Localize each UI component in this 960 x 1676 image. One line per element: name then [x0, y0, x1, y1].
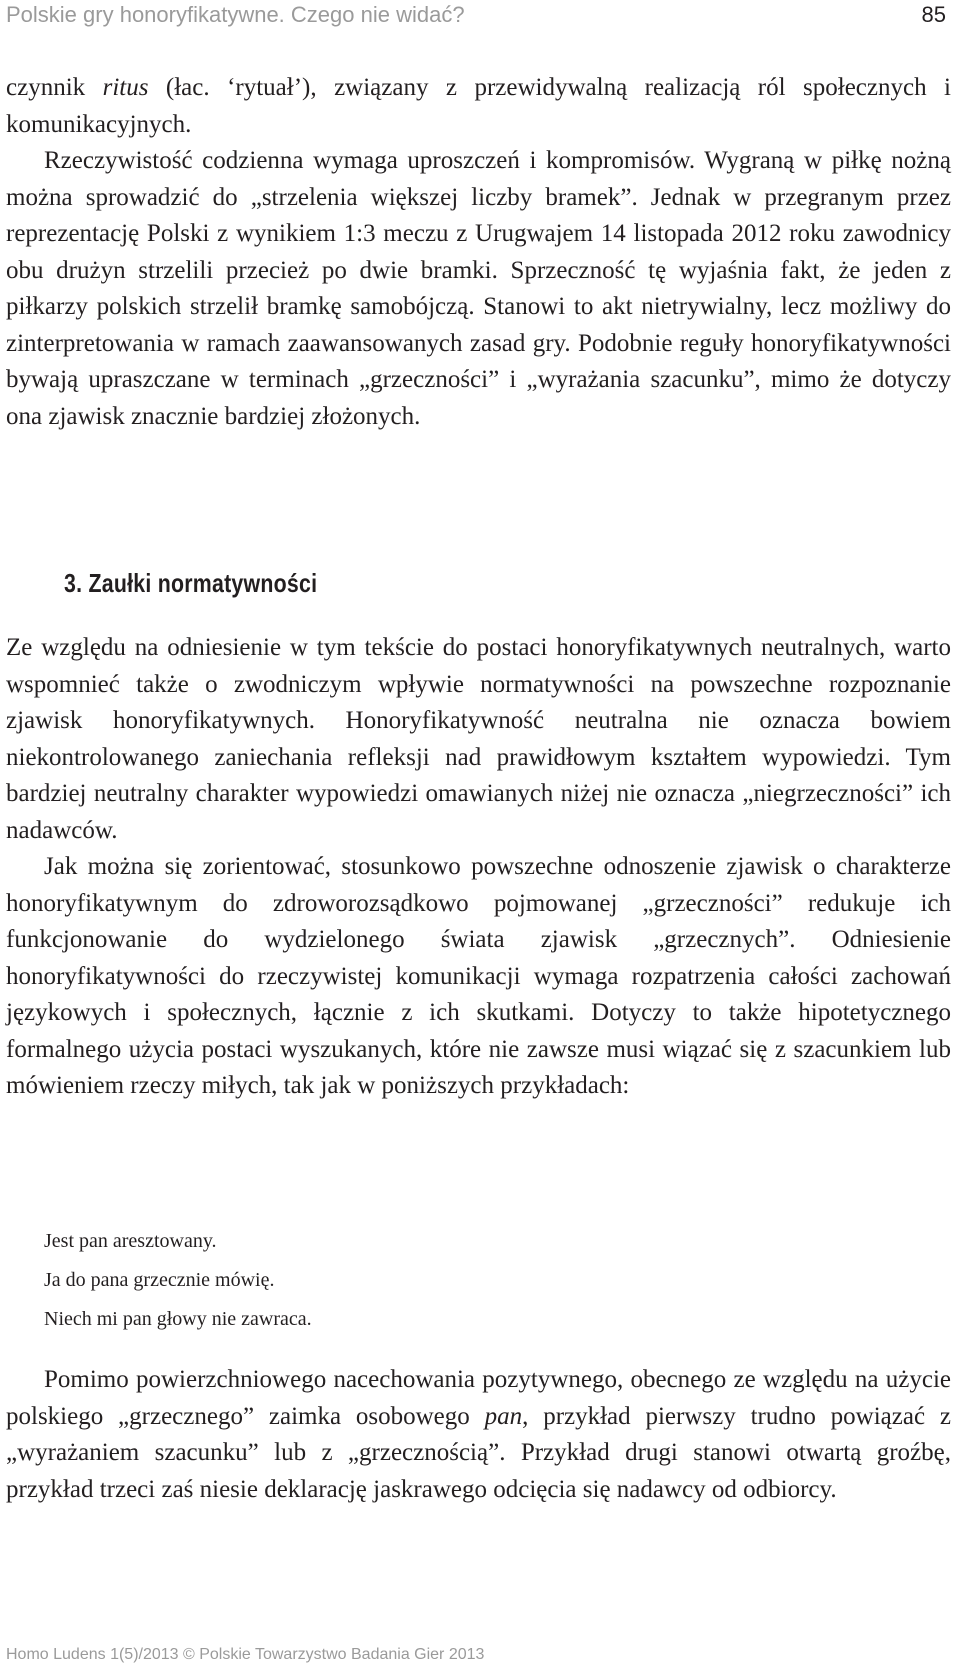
example-item: Ja do pana grzecznie mówię. — [44, 1269, 275, 1291]
text-block-section — [6, 630, 951, 1105]
paragraph — [6, 1362, 951, 1508]
text-run: czynnik — [6, 74, 103, 101]
example-list — [44, 1222, 312, 1339]
text-block-conclusion — [6, 1362, 951, 1508]
italic-term: ritus — [102, 74, 149, 101]
running-header — [6, 2, 946, 32]
page-number: 85 — [921, 2, 946, 27]
text-block-continuation — [6, 70, 951, 435]
running-title: Polskie gry honoryfikatywne. Czego nie widać? — [6, 2, 465, 27]
paragraph: Jak można się zorientować, stosunkowo powszechne odnoszenie zjawisk o charakterze honoryfikatywnym do zdroworozsądkowo pojmowanej „grzeczności” redukuje ich funkcjonowanie do wydzielonego świata zjawisk „grzecznych”. Odniesienie honoryfikatywności do rzeczywistej komunikacji wymaga rozpatrzenia całości zachowań językowych i społecznych, łącznie z ich skutkami. Dotyczy to także hipotetycznego formalnego użycia postaci wyszukanych, które nie zawsze musi wiązać się z szacunkiem lub mówieniem rzeczy miłych, tak jak w poniższych przykładach: — [6, 853, 951, 1099]
paragraph: Rzeczywistość codzienna wymaga uproszczeń i kompromisów. Wygraną w piłkę nożną można sprowadzić do „strzelenia większej liczby bramek”. Jednak w przegranym przez reprezentację Polski z wynikiem 1:3 meczu z Urugwajem 14 listopada 2012 roku zawodnicy obu drużyn strzelili przecież po dwie bramki. Sprzeczność tę wyjaśnia fakt, że jeden z piłkarzy polskich strzelił bramkę samobójczą. Stanowi to akt nietrywialny, lecz możliwy do zinterpretowania w ramach zaawansowanych zasad gry. Podobnie reguły honoryfikatywności bywają upraszczane w terminach „grzeczności” i „wyrażania szacunku”, mimo że dotyczy ona zjawisk znacznie bardziej złożonych. — [6, 147, 951, 430]
paragraph — [6, 70, 951, 143]
example-item: Jest pan aresztowany. — [44, 1230, 217, 1252]
text-run: Pomimo powierzchniowego nacechowania pozytywnego, obecnego ze względu na użycie polskiego „grzecznego” zaimka osobowego — [6, 1366, 951, 1430]
page-footer: Homo Ludens 1(5)/2013 © Polskie Towarzystwo Badania Gier 2013 — [6, 1646, 485, 1663]
paragraph: Ze względu na odniesienie w tym tekście do postaci honoryfikatywnych neutralnych, warto wspomnieć także o zwodniczym wpływie normatywności na powszechne rozpoznanie zjawisk honoryfikatywnych. Honoryfikatywność neutralna nie oznacza bowiem niekontrolowanego zaniechania refleksji nad prawidłowym kształtem wypowiedzi. Tym bardziej neutralny charakter wypowiedzi omawianych niżej nie oznacza „niegrzeczności” ich nadawców. — [6, 634, 951, 844]
text-run: , przykład pierwszy trudno powiązać z „wyrażaniem szacunku” lub z „grzecznością”. Przykład drugi stanowi otwartą groźbę, przykład trzeci zaś niesie deklarację jaskrawego odcięcia się nadawcy od odbiorcy. — [6, 1402, 951, 1503]
text-run: (łac. ‘rytuał’), związany z przewidywalną realizacją ról społecznych i komunikacyjnych. — [6, 74, 951, 138]
section-heading: 3. Zaułki normatywności — [64, 568, 318, 598]
example-item: Niech mi pan głowy nie zawraca. — [44, 1308, 312, 1330]
italic-term: pan — [484, 1402, 523, 1430]
